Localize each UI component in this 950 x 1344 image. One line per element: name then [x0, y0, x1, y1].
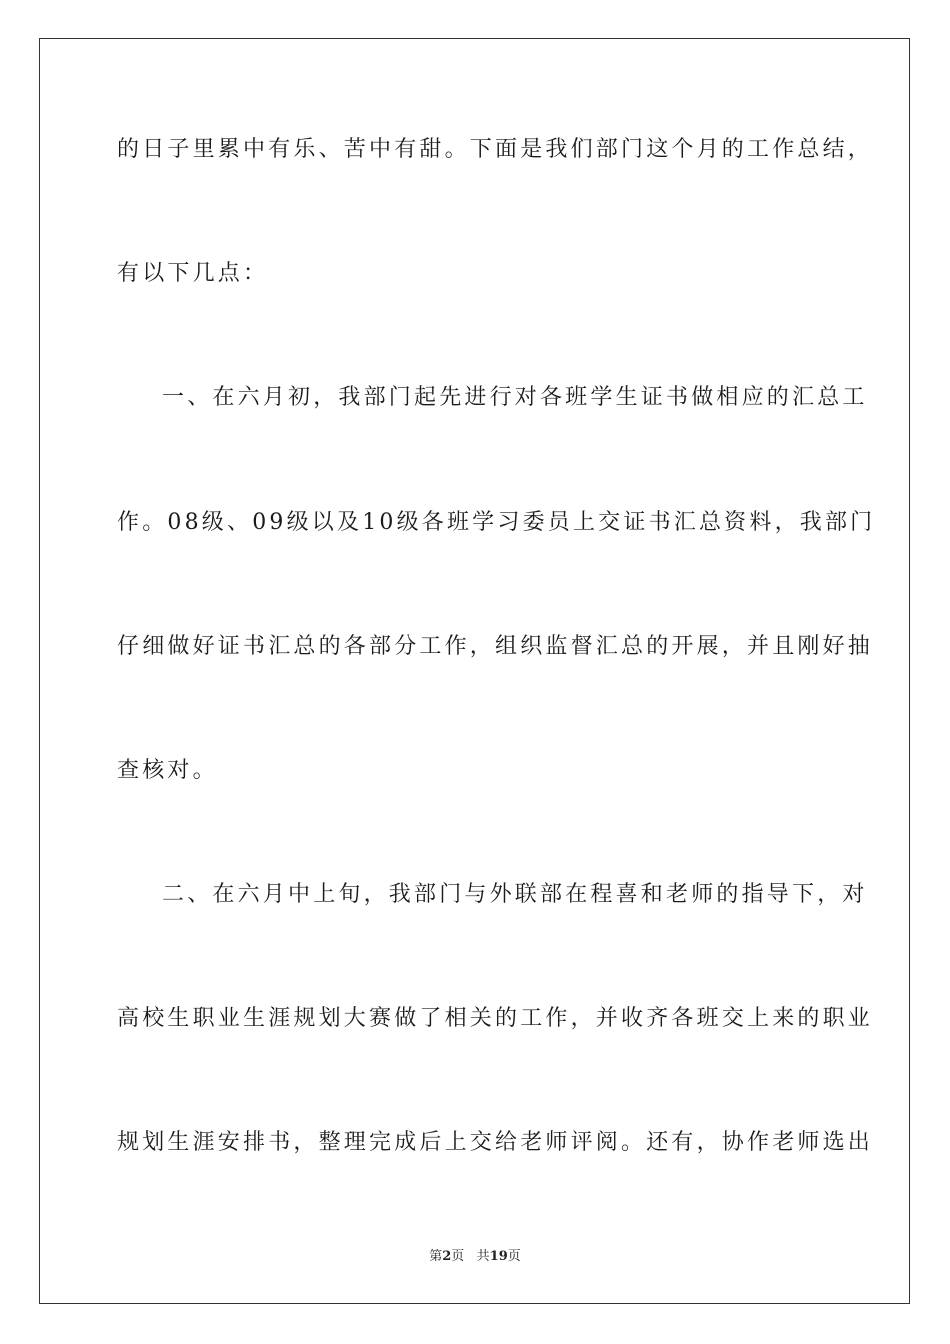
paragraph-line-7: 二、在六月中上旬，我部门与外联部在程喜和老师的指导下，对 — [162, 882, 868, 907]
paragraph-line-1: 的日子里累中有乐、苦中有甜。下面是我们部门这个月的工作总结， — [117, 137, 874, 162]
page-footer — [0, 1248, 950, 1266]
paragraph-line-2: 有以下几点： — [117, 261, 269, 286]
footer-page-prefix: 第 — [429, 1249, 443, 1264]
paragraph-line-8: 高校生职业生涯规划大赛做了相关的工作，并收齐各班交上来的职业 — [117, 1006, 874, 1031]
paragraph-line-5: 仔细做好证书汇总的各部分工作，组织监督汇总的开展，并且刚好抽 — [117, 634, 874, 659]
footer-total-suffix: 页 — [507, 1249, 521, 1264]
paragraph-line-3: 一、在六月初，我部门起先进行对各班学生证书做相应的汇总工 — [162, 385, 868, 410]
footer-total-prefix: 共 — [476, 1249, 490, 1264]
paragraph-line-4: 作。08级、09级以及10级各班学习委员上交证书汇总资料，我部门 — [117, 510, 876, 535]
paragraph-line-9: 规划生涯安排书，整理完成后上交给老师评阅。还有，协作老师选出 — [117, 1130, 874, 1155]
footer-page-suffix: 页 — [451, 1249, 465, 1264]
paragraph-line-6: 查核对。 — [117, 758, 218, 783]
page-border — [39, 38, 910, 1304]
footer-page-total: 19 — [489, 1249, 508, 1264]
footer-page-current: 2 — [442, 1249, 452, 1264]
